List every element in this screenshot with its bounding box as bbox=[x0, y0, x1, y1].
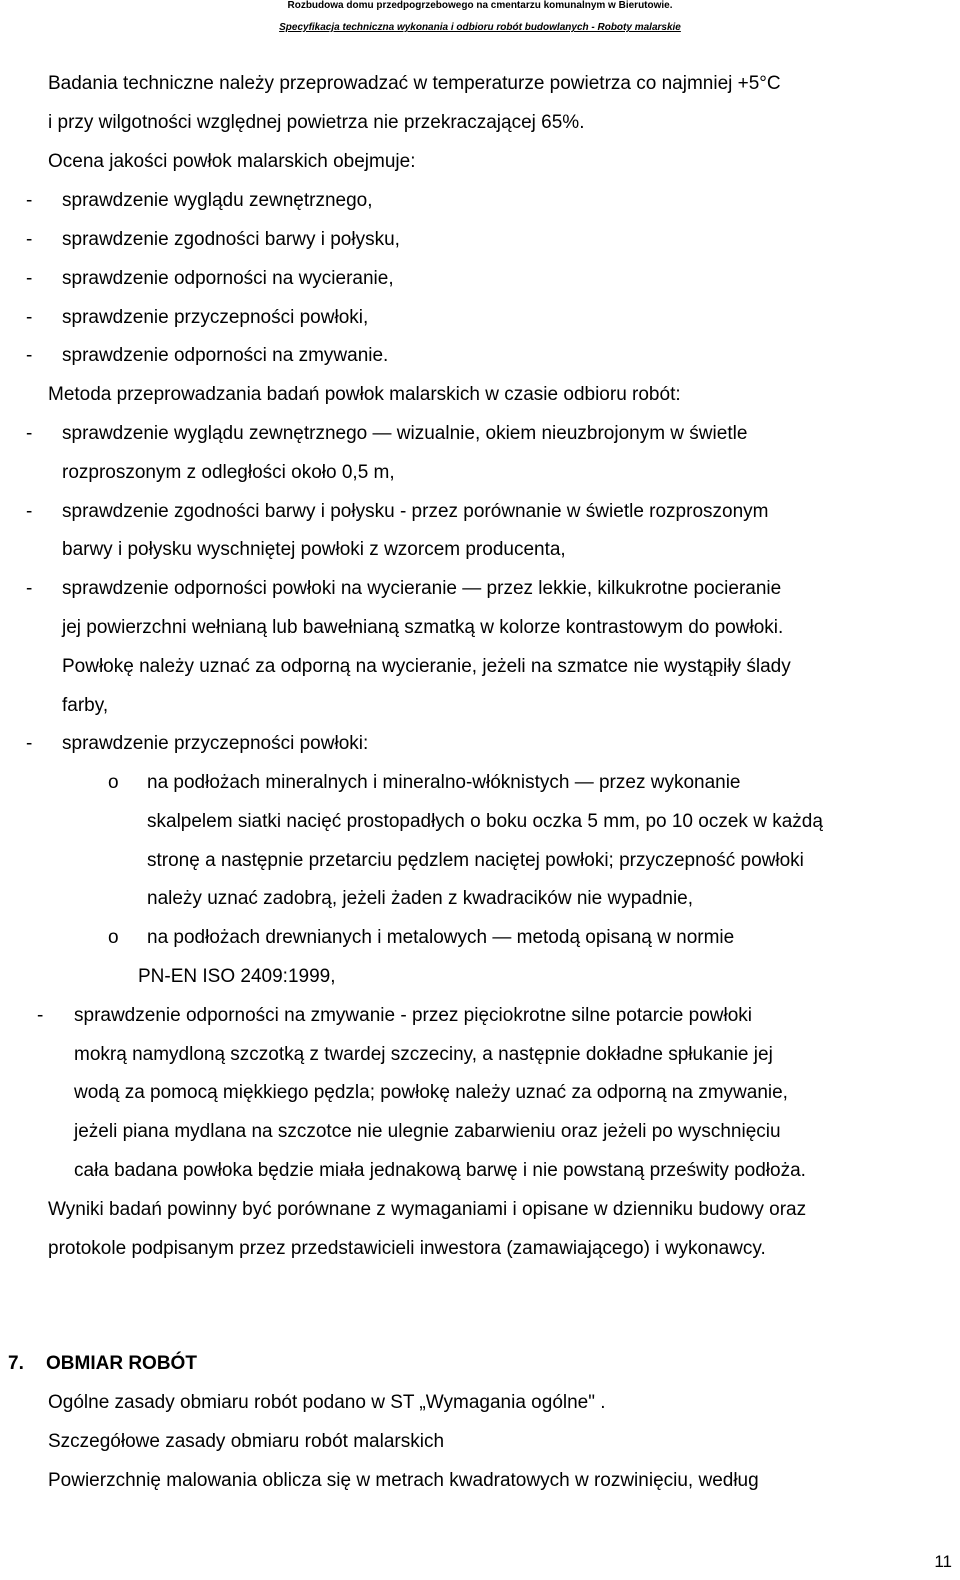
list-item: sprawdzenie odporności na zmywanie - przez pięciokrotne silne potarcie powłoki bbox=[74, 1005, 753, 1026]
document-subtitle: Specyfikacja techniczna wykonania i odbioru robót budowlanych - Roboty malarskie bbox=[279, 22, 681, 33]
list-dash: - bbox=[26, 578, 33, 599]
list-item: sprawdzenie odporności na zmywanie. bbox=[62, 345, 389, 366]
page-number: 11 bbox=[934, 1552, 952, 1571]
section-heading: OBMIAR ROBÓT bbox=[46, 1353, 197, 1374]
list-dash: - bbox=[26, 501, 33, 522]
paragraph-line: i przy wilgotności względnej powietrza nie przekraczającej 65%. bbox=[48, 112, 585, 133]
sublist-bullet: o bbox=[108, 927, 119, 948]
sublist-item-continuation: stronę a następnie przetarciu pędzlem naciętej powłoki; przyczepność powłoki bbox=[147, 850, 804, 871]
list-item-continuation: Powłokę należy uznać za odporną na wycieranie, jeżeli na szmatce nie wystąpiły ślady bbox=[62, 656, 791, 677]
paragraph-line: Badania techniczne należy przeprowadzać w temperaturze powietrza co najmniej +5°C bbox=[48, 73, 781, 94]
sublist-item-continuation: PN-EN ISO 2409:1999, bbox=[138, 966, 336, 987]
list-dash: - bbox=[26, 190, 33, 211]
list-dash: - bbox=[26, 345, 33, 366]
paragraph-line: Ocena jakości powłok malarskich obejmuje: bbox=[48, 151, 416, 172]
list-dash: - bbox=[37, 1005, 44, 1026]
list-item-continuation: rozproszonym z odległości około 0,5 m, bbox=[62, 462, 395, 483]
list-dash: - bbox=[26, 423, 33, 444]
paragraph-line: protokole podpisanym przez przedstawicieli inwestora (zamawiającego) i wykonawcy. bbox=[48, 1238, 766, 1259]
document-title: Rozbudowa domu przedpogrzebowego na cmentarzu komunalnym w Bierutowie. bbox=[287, 0, 673, 11]
paragraph-line: Powierzchnię malowania oblicza się w metrach kwadratowych w rozwinięciu, według bbox=[48, 1470, 759, 1491]
list-item-continuation: cała badana powłoka będzie miała jednakową barwę i nie powstaną prześwity podłoża. bbox=[74, 1160, 806, 1181]
paragraph-line: Ogólne zasady obmiaru robót podano w ST „Wymagania ogólne" . bbox=[48, 1392, 606, 1413]
list-item: sprawdzenie zgodności barwy i połysku - przez porównanie w świetle rozproszonym bbox=[62, 501, 769, 522]
paragraph-line: Szczegółowe zasady obmiaru robót malarskich bbox=[48, 1431, 445, 1452]
sublist-item-continuation: skalpelem siatki nacięć prostopadłych o boku oczka 5 mm, po 10 oczek w każdą bbox=[147, 811, 823, 832]
list-item-continuation: farby, bbox=[62, 695, 109, 716]
list-dash: - bbox=[26, 733, 33, 754]
section-number: 7. bbox=[8, 1353, 24, 1374]
list-item-continuation: barwy i połysku wyschniętej powłoki z wzorcem producenta, bbox=[62, 539, 566, 560]
list-item-continuation: jej powierzchni wełnianą lub bawełnianą szmatką w kolorze kontrastowym do powłoki. bbox=[62, 617, 784, 638]
list-item-continuation: jeżeli piana mydlana na szczotce nie ulegnie zabarwieniu oraz jeżeli po wyschnięciu bbox=[74, 1121, 781, 1142]
list-item-continuation: wodą za pomocą miękkiego pędzla; powłokę należy uznać za odporną na zmywanie, bbox=[74, 1082, 788, 1103]
paragraph-line: Metoda przeprowadzania badań powłok malarskich w czasie odbioru robót: bbox=[48, 384, 681, 405]
sublist-item: na podłożach drewnianych i metalowych — metodą opisaną w normie bbox=[147, 927, 735, 948]
sublist-item-continuation: należy uznać zadobrą, jeżeli żaden z kwadracików nie wypadnie, bbox=[147, 888, 694, 909]
list-dash: - bbox=[26, 229, 33, 250]
sublist-item: na podłożach mineralnych i mineralno-włóknistych — przez wykonanie bbox=[147, 772, 741, 793]
sublist-bullet: o bbox=[108, 772, 119, 793]
list-item: sprawdzenie wyglądu zewnętrznego, bbox=[62, 190, 373, 211]
list-item: sprawdzenie odporności na wycieranie, bbox=[62, 268, 394, 289]
list-item: sprawdzenie zgodności barwy i połysku, bbox=[62, 229, 400, 250]
list-dash: - bbox=[26, 307, 33, 328]
list-item: sprawdzenie przyczepności powłoki, bbox=[62, 307, 369, 328]
list-item: sprawdzenie odporności powłoki na wycieranie — przez lekkie, kilkukrotne pocieranie bbox=[62, 578, 782, 599]
list-dash: - bbox=[26, 268, 33, 289]
list-item-continuation: mokrą namydloną szczotką z twardej szczeciny, a następnie dokładne spłukanie jej bbox=[74, 1044, 773, 1065]
list-item: sprawdzenie wyglądu zewnętrznego — wizualnie, okiem nieuzbrojonym w świetle bbox=[62, 423, 748, 444]
paragraph-line: Wyniki badań powinny być porównane z wymaganiami i opisane w dzienniku budowy oraz bbox=[48, 1199, 807, 1220]
list-item: sprawdzenie przyczepności powłoki: bbox=[62, 733, 369, 754]
